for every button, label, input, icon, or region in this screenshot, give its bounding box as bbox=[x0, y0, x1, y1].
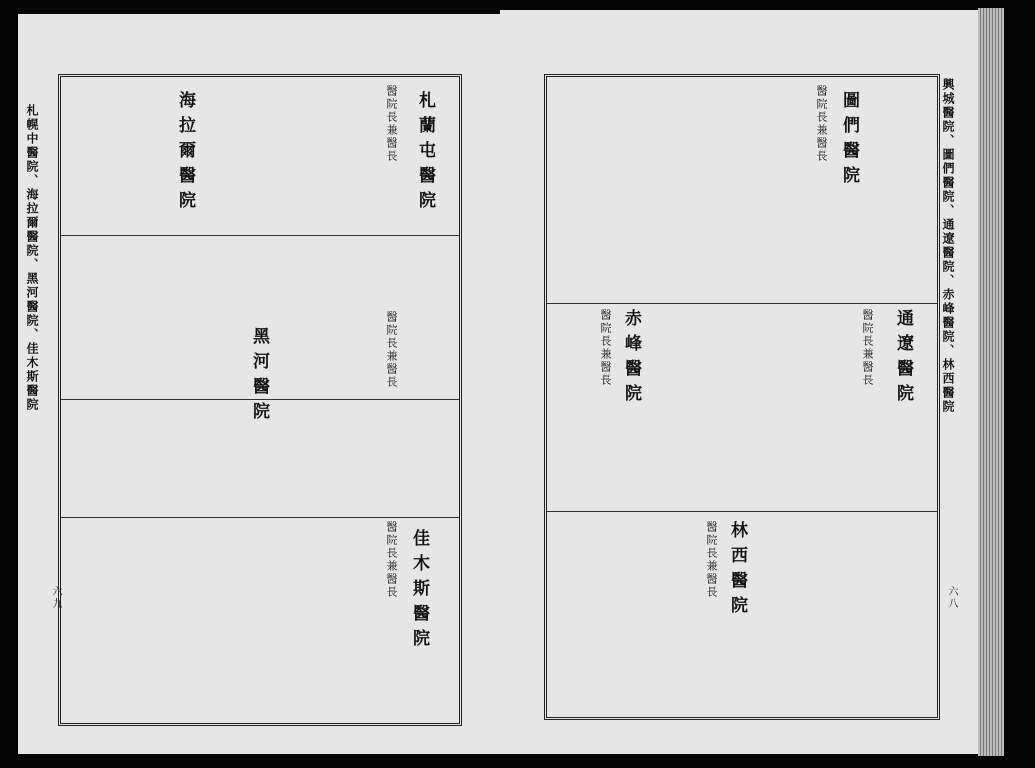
director-label: 醫院長兼醫長 bbox=[385, 85, 398, 163]
page-number: 六九 bbox=[50, 586, 61, 610]
hospital-name: 通遼醫院 bbox=[893, 309, 913, 409]
hospital-name: 赤峰醫院 bbox=[621, 309, 641, 409]
director-label: 醫院長兼醫長 bbox=[815, 85, 828, 163]
director-label: 醫院長兼醫長 bbox=[599, 309, 612, 387]
director-label: 醫院長兼醫長 bbox=[705, 521, 718, 599]
right-running-header: 興城醫院、圖們醫院、通遼醫院、赤峰醫院、林西醫院 bbox=[941, 78, 955, 414]
page-number: 六八 bbox=[946, 586, 957, 610]
director-label: 醫院長兼醫長 bbox=[861, 309, 874, 387]
hospital-name: 黑河醫院 bbox=[249, 327, 269, 427]
right-roster-table bbox=[544, 74, 940, 720]
hospital-name: 林西醫院 bbox=[727, 521, 747, 621]
hospital-name: 札蘭屯醫院 bbox=[415, 91, 435, 216]
left-running-header: 札幌中醫院、海拉爾醫院、黑河醫院、佳木斯醫院 bbox=[25, 104, 39, 412]
page-edge-stack bbox=[978, 8, 1004, 756]
hospital-name: 圖們醫院 bbox=[839, 91, 859, 191]
hospital-name: 海拉爾醫院 bbox=[175, 91, 195, 216]
hospital-name: 佳木斯醫院 bbox=[409, 529, 429, 654]
left-roster-table bbox=[58, 74, 462, 726]
director-label: 醫院長兼醫長 bbox=[385, 521, 398, 599]
director-label: 醫院長兼醫長 bbox=[385, 311, 398, 389]
